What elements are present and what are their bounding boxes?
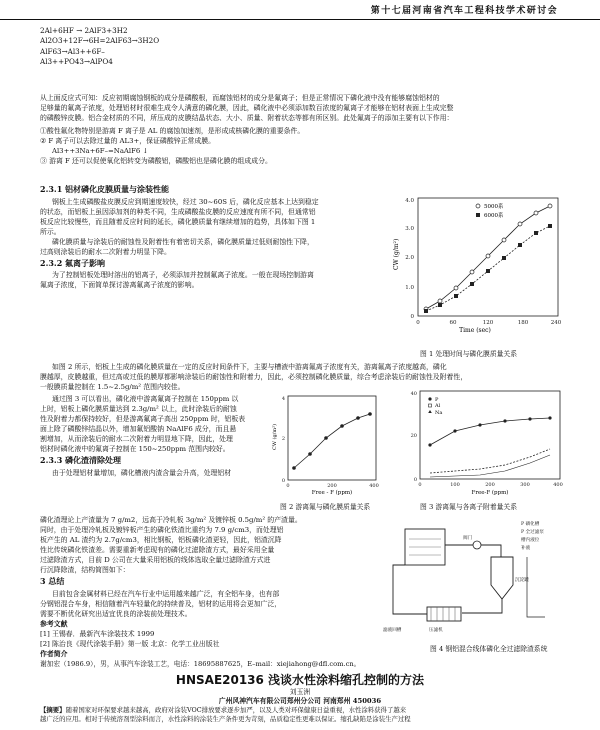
tick-label: 300 bbox=[520, 482, 530, 488]
text-line: ①酸性氟化物特别是游离 F 离子是 AL 的腐蚀加速剂，是形成成核磷化膜的重要条件。 bbox=[40, 127, 305, 135]
data-point bbox=[340, 424, 344, 428]
abstract-text: 随着国家对环保要求越来越高，政府对涂装VOC排放要求逐步加严，以及人类对环保健康日益重视，水性涂料获得了越来 bbox=[65, 706, 407, 714]
tick-label: 4 bbox=[281, 396, 285, 402]
figure-2-caption: 图 2 游离氟与磷化膜质量关系 bbox=[280, 503, 371, 511]
equation: 2Al+6HF → 2AlF3+3H2 bbox=[40, 26, 128, 35]
section-heading: 2.3.1 铝材磷化皮膜质量与涂装性能 bbox=[40, 184, 170, 194]
series-na bbox=[430, 455, 550, 477]
diagram-label: 滤液回槽 bbox=[383, 628, 402, 633]
text-line: 所示。 bbox=[40, 227, 61, 236]
text-line: ② F 离子可以去除过量的 AL3+，保证磷酸锌正常成膜。 bbox=[40, 137, 216, 145]
conference-title: 第十七届河南省汽车工程科技学术研讨会 bbox=[370, 6, 558, 16]
text-line: ③ 游离 F 还可以促使氧化铝转变为磷酸铝，磷酸铝也是磷化膜的组成成分。 bbox=[40, 157, 272, 165]
figure-4-caption: 图 4 钢铝混合线体磷化全过滤除渣系统 bbox=[430, 645, 548, 653]
legend-marker bbox=[476, 213, 480, 217]
page-header bbox=[0, 0, 600, 20]
figure-3-chart bbox=[400, 385, 565, 500]
text-line: 过滤除渣方式，目前 D 公司在大量采用铝板的线体选取全量过滤除渣方式进 bbox=[40, 556, 271, 564]
text-line: 性及附着力都保持较好，但是游离氟离子高出 250ppm 时，铝板表 bbox=[40, 415, 245, 423]
text-line: 磷化膜质量与涂装后的耐蚀性及附着性有着密切关系，磷化膜质量过低则耐蚀性下降， bbox=[52, 237, 314, 246]
paper-title: HNSAE20136 浅谈水性涂料缩孔控制的方法 bbox=[175, 673, 425, 687]
diagram-label: P 全过滤泵 bbox=[521, 530, 544, 535]
series-6000 bbox=[426, 226, 550, 311]
text-line: 需要不断优化研究出适宜优良的涂装前处理技术。 bbox=[40, 609, 192, 618]
data-point bbox=[503, 419, 506, 422]
author-heading: 作者简介 bbox=[40, 649, 68, 658]
reference: [2] 陈治良《现代涂装手册》第一版 北京：化学工业出版社 bbox=[40, 639, 220, 648]
text-line: 的状态，而铝板上虽因添加剂的种类不同，生成磷酸盐皮膜的反应速度有所不同，但通常铝 bbox=[40, 207, 316, 216]
tick-label: 20 bbox=[410, 433, 417, 439]
tick-label: 60 bbox=[449, 320, 457, 326]
fig2-ylabel: CW (g/m²) bbox=[272, 423, 278, 450]
tick-label: 2.0 bbox=[405, 255, 414, 261]
text-line: 如图 2 所示，铝板上生成的磷化膜质量在一定的反应时间条件下，主要与槽液中游离氟离子浓度有关，游离氟离子浓度越高，磷化 bbox=[52, 363, 447, 371]
tick-label: 3.0 bbox=[405, 226, 414, 232]
text-line: 上时，铝板上磷化膜质量达到 2.3g/m² 以上，此时涂装后的耐蚀 bbox=[40, 405, 237, 413]
data-point bbox=[502, 256, 506, 260]
references-heading: 参考文献 bbox=[40, 619, 68, 628]
fig1-xlabel: Time (sec) bbox=[459, 327, 491, 334]
figure-1-caption: 图 1 处理时间与磷化膜质量关系 bbox=[420, 350, 518, 358]
data-point bbox=[478, 423, 481, 426]
abstract-text: 越广泛的应用。相对于传统溶剂型涂料而言，水性涂料的涂装生产条件更为苛刻，品质稳定性更难以保证。缩孔缺陷是涂装生产过程 bbox=[40, 714, 411, 723]
tick-label: 0 bbox=[286, 483, 290, 489]
text-line: 足够量的氟离子浓度，处理铝材时很难生成令人满意的磷化膜，因此，磷化液中必须添加数百浓度的氟离子才能够在铝材表面上生成完整 bbox=[40, 104, 454, 112]
filter-press bbox=[427, 607, 461, 621]
data-point bbox=[454, 286, 458, 290]
legend-entry: Na bbox=[435, 410, 443, 416]
legend-entry: Al bbox=[435, 403, 441, 409]
fig3-xlabel: Free-F (ppm) bbox=[471, 490, 509, 496]
tick-label: 0 bbox=[416, 320, 420, 326]
tick-label: 40 bbox=[410, 391, 417, 397]
text-line: 割增加，从而涂装后的耐水二次附着力明显地下降，因此，处理 bbox=[40, 435, 233, 443]
equation: Al2O3+12F→6H=2AlF63→3H2O bbox=[40, 36, 160, 46]
diagram-label: 槽内液位 bbox=[521, 538, 540, 543]
diagram-label: 补液 bbox=[521, 546, 531, 551]
data-point bbox=[486, 254, 490, 258]
tick-label: 200 bbox=[485, 482, 495, 488]
diagram-label: 压滤机 bbox=[429, 628, 443, 633]
text-line: 从上面反应式可知：反应初期腐蚀钢板的成分是磷酸根，而腐蚀铝材的成分是氟离子；但是正常情况下磷化液中没有能够腐蚀铝材的 bbox=[40, 94, 440, 102]
text-line: 面上除了磷酸锌结晶以外，增加氟铝酸钠 NaAlF6 成分，而且悬 bbox=[40, 425, 237, 433]
text-line: 通过图 3 可以看出，磷化液中游离氟离子控制在 150ppm 以 bbox=[52, 395, 239, 403]
legend-marker bbox=[429, 404, 432, 407]
tick-label: 1.0 bbox=[405, 285, 414, 291]
tick-label: 0 bbox=[418, 482, 422, 488]
data-point bbox=[548, 224, 552, 228]
fig1-ylabel: CW (g/m²) bbox=[393, 238, 400, 270]
text-line: 性比传统磷化铁渣差。需要重新考虑现有的磷化过滤除渣方式，最好采用全量 bbox=[40, 546, 275, 554]
text-line: 由于处理铝材量增加，磷化槽液内渣含量会升高，处理铝材 bbox=[52, 468, 232, 477]
data-point bbox=[534, 211, 538, 215]
figure-1-chart bbox=[390, 190, 565, 340]
tick-label: 4.0 bbox=[405, 198, 414, 204]
data-point bbox=[428, 443, 431, 446]
figure-4-diagram bbox=[375, 515, 565, 643]
data-point bbox=[486, 269, 490, 273]
fig2-series bbox=[294, 414, 370, 468]
diagram-label: 阀门 bbox=[463, 536, 473, 541]
tick-label: 400 bbox=[369, 483, 379, 489]
section-231 bbox=[40, 183, 365, 290]
text-line: 铝材时磷化液中的氟离子控制在 150~250ppm 范围内较好。 bbox=[40, 445, 230, 453]
section-heading: 3 总结 bbox=[40, 576, 65, 586]
data-point bbox=[368, 412, 372, 416]
equation: Al3++3Na+6F–=NaAlF6 ↓ bbox=[52, 147, 149, 155]
legend-entry: 5000系 bbox=[484, 204, 504, 210]
figure-2-chart bbox=[270, 390, 380, 500]
text-line: 钢板上生成磷酸盐皮膜反应到期速度较快，经过 30~60S 后，磷化反应基本上达到稳定 bbox=[52, 197, 319, 206]
text-line: 板反应比较慢些，而且随着反应时间的延长，磷化膜质量有继续增加的趋势，具体如下图 1 bbox=[40, 217, 316, 226]
fig2-xlabel: Free - F (ppm) bbox=[311, 490, 353, 496]
tick-label: 400 bbox=[553, 482, 563, 488]
data-point bbox=[292, 466, 296, 470]
pump-icon bbox=[473, 541, 481, 549]
fluoride-points bbox=[40, 126, 570, 166]
equation: AlF63→Al3++6F– bbox=[40, 46, 105, 56]
data-point bbox=[453, 429, 456, 432]
data-point bbox=[356, 416, 360, 420]
figure-3-caption: 图 3 游离氟与各离子附着量关系 bbox=[420, 503, 518, 511]
tick-label: 200 bbox=[327, 483, 337, 489]
tick-label: 100 bbox=[450, 482, 460, 488]
text-line: 同时，由于处理冷轧板及镀锌板产生的磷化铁渣比重约为 7.9 g/cm3，而处理铝 bbox=[40, 526, 284, 534]
section-heading: 2.3.3 磷化渣清除处理 bbox=[40, 455, 122, 465]
paragraph-fig3 bbox=[40, 394, 245, 478]
data-point bbox=[308, 452, 312, 456]
reference: [1] 王锡春．最新汽车涂装技术 1999 bbox=[40, 629, 155, 638]
data-point bbox=[528, 417, 531, 420]
legend-marker bbox=[476, 204, 480, 208]
text-line: 过高则涂装后的耐水二次附着力明显下降。 bbox=[40, 247, 171, 256]
section-heading: 2.3.2 氟离子影响 bbox=[40, 257, 106, 268]
paper-author: 刘玉洲 bbox=[289, 688, 311, 696]
tick-label: 180 bbox=[517, 320, 529, 326]
data-point bbox=[438, 303, 442, 307]
tick-label: 120 bbox=[482, 320, 494, 326]
data-point bbox=[470, 270, 474, 274]
tick-label: 240 bbox=[550, 320, 562, 326]
intro-paragraph bbox=[40, 93, 570, 123]
data-point bbox=[424, 309, 428, 313]
data-point bbox=[454, 294, 458, 298]
abstract-label: 【摘要】 bbox=[40, 706, 66, 714]
data-point bbox=[534, 231, 538, 235]
text-line: 分钢铝混合车身，相信随着汽车轻量化的持续普及，铝材的运用将会更加广泛， bbox=[40, 599, 282, 608]
text-line: 为了控制铝板处理时溶出的铝离子，必须添加并控制氟离子浓度。一般在现场控制游离 bbox=[52, 271, 314, 280]
abstract bbox=[40, 706, 570, 723]
text-line: 一般膜质量控制在 1.5~2.5g/m² 范围内较佳。 bbox=[40, 383, 185, 391]
series-p bbox=[430, 418, 550, 445]
text-line: 氟离子浓度，下面简单探讨游离氟离子浓度的影响。 bbox=[40, 281, 199, 290]
data-point bbox=[518, 222, 522, 226]
text-line: 的磷酸锌皮膜。铝合金材质的不同，所压成的皮膜结晶状态、大小、质量、附着状态等都有所区别。此处氟离子的添加主要有以下作用： bbox=[40, 114, 454, 122]
text-line: 目前包含金属材料已经在汽车行业中运用越来越广泛，有全铝车身，也有部 bbox=[52, 589, 280, 598]
legend-entry: 6000系 bbox=[484, 213, 504, 219]
author-bio: 谢加宏（1986.9），男，从事汽车涂装工艺，电话：18695887625，E–mail：xiejiahong@dfl.com.cn。 bbox=[40, 660, 361, 668]
series-al bbox=[430, 449, 550, 473]
legend-entry: P bbox=[435, 397, 439, 403]
text-line: 膜越厚，皮膜越重，但过高或过低的膜厚都影响涂装后的耐蚀性和附着力，因此，必须控制磷化膜质量，综合考虑涂装后的耐蚀性及附着性， bbox=[40, 373, 468, 381]
text-line: 行沉降除渣，结构简图如下： bbox=[40, 566, 130, 574]
data-point bbox=[502, 238, 506, 242]
text-line: 板产生的 AL 渣约为 2.7g/cm3，相比钢板，铝板磷化渣更轻，因此，铝渣沉降 bbox=[40, 536, 282, 544]
diagram-label: 沉淀罐 bbox=[515, 578, 529, 583]
text-line: 磷化渣理论上产渣量为 7 g/m2，远高于冷轧板 3g/m² 及镀锌板 0.5g/m² 的产渣量。 bbox=[40, 516, 302, 524]
tick-label: 0 bbox=[413, 477, 417, 483]
settling-tank bbox=[491, 557, 513, 599]
data-point bbox=[324, 436, 328, 440]
equation: Al3++PO43→AlPO4 bbox=[40, 57, 113, 67]
section-233-body bbox=[40, 515, 370, 659]
diagram-label: P 磷化槽 bbox=[521, 522, 540, 527]
legend-marker bbox=[428, 410, 432, 413]
equations bbox=[40, 26, 570, 68]
legend-marker bbox=[428, 397, 431, 400]
data-point bbox=[438, 299, 442, 303]
data-point bbox=[518, 243, 522, 247]
tick-label: 2 bbox=[281, 436, 285, 442]
data-point bbox=[470, 282, 474, 286]
tick-label: 0 bbox=[410, 314, 414, 320]
tick-label: 0 bbox=[281, 478, 285, 484]
data-point bbox=[548, 204, 552, 208]
paper-affiliation: 广州风神汽车有限公司郑州分公司 河南郑州 450036 bbox=[218, 697, 382, 705]
author-info bbox=[40, 660, 570, 670]
data-point bbox=[548, 416, 551, 419]
